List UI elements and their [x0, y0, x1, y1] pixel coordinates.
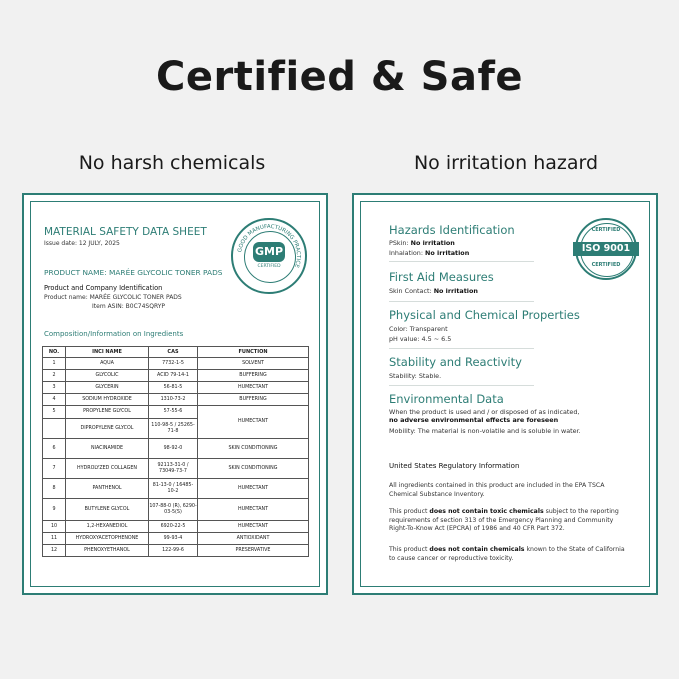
cell: 107-88-0 (R), 6290-03-5(S)	[149, 499, 198, 521]
regulatory-heading: United States Regulatory Information	[389, 462, 520, 470]
col-function: FUNCTION	[198, 347, 309, 358]
cell: GLYCERIN	[66, 382, 149, 394]
hazards-heading: Hazards Identification	[389, 223, 515, 237]
cell: ANTIOXIDANT	[198, 533, 309, 545]
cell: 11	[43, 533, 66, 545]
iso-center-text: ISO 9001	[581, 243, 631, 254]
physical-chemical-heading: Physical and Chemical Properties	[389, 308, 580, 322]
table-header-row	[43, 347, 309, 358]
cell: DIPROPYLENE GLYCOL	[66, 419, 149, 439]
cell: 1	[43, 358, 66, 370]
cell: PRESERVATIVE	[198, 545, 309, 557]
cell: GLYCOLIC	[66, 370, 149, 382]
left-caption: No harsh chemicals	[78, 152, 266, 174]
cell: HUMECTANT	[198, 521, 309, 533]
regulatory-p2: This product does not contain toxic chemicals subject to the reporting requirements of section 313 of the Emergency Planning and Community Right-To-Know Act (EPCRA) of 1986 and 40 CFR Part 372.	[389, 508, 619, 533]
cell: ACID 79-14-1	[149, 370, 198, 382]
cell: 57-55-6	[149, 406, 198, 419]
color-line: Color: Transparent	[389, 325, 448, 333]
product-name: Product name: MARÉE GLYCOLIC TONER PADS	[44, 294, 182, 301]
cell: PHENOXYETHANOL	[66, 545, 149, 557]
table-row	[43, 358, 309, 370]
divider	[389, 301, 534, 302]
env-line-3: Mobility: The material is non-volatile and is soluble in water.	[389, 427, 581, 435]
stability-heading: Stability and Reactivity	[389, 355, 522, 369]
cell: BUFFERING	[198, 394, 309, 406]
skin-contact-line: Skin Contact: No irritation	[389, 287, 478, 295]
cell: 10	[43, 521, 66, 533]
divider	[389, 348, 534, 349]
table-row	[43, 533, 309, 545]
ingredients-table	[42, 346, 309, 557]
gmp-sub: CERTIFIED	[257, 264, 281, 269]
gmp-center: GMP	[254, 245, 284, 258]
cell: 3	[43, 382, 66, 394]
table-row	[43, 479, 309, 499]
cell: 99-93-4	[149, 533, 198, 545]
cell: 7732-1-5	[149, 358, 198, 370]
first-aid-heading: First Aid Measures	[389, 270, 494, 284]
inhalation-line: Inhalation: No irritation	[389, 249, 470, 257]
cell	[43, 419, 66, 439]
cell: HUMECTANT	[198, 382, 309, 394]
cell: HUMECTANT	[198, 406, 309, 439]
divider	[389, 261, 534, 262]
cell: HYDROXYACETOPHENONE	[66, 533, 149, 545]
divider	[389, 385, 534, 386]
cell: 8	[43, 479, 66, 499]
cell: 1,2-HEXANEDIOL	[66, 521, 149, 533]
table-row	[43, 459, 309, 479]
issue-date: Issue date: 12 JULY, 2025	[44, 240, 120, 247]
cell: 81-13-0 / 16485-10-2	[149, 479, 198, 499]
table-row	[43, 545, 309, 557]
cell: 12	[43, 545, 66, 557]
right-caption: No irritation hazard	[413, 152, 599, 174]
cell: SODIUM HYDROXIDE	[66, 394, 149, 406]
table-row	[43, 521, 309, 533]
cell: 98-92-0	[149, 439, 198, 459]
ph-line: pH value: 4.5 ~ 6.5	[389, 335, 452, 343]
cell: 56-81-5	[149, 382, 198, 394]
regulatory-p3: This product does not contain chemicals known to the State of California to cause cancer or reproductive toxicity.	[389, 546, 625, 562]
msds-title: MATERIAL SAFETY DATA SHEET	[44, 226, 207, 238]
cell: NIACINAMIDE	[66, 439, 149, 459]
cell: PROPYLENE GLYCOL	[66, 406, 149, 419]
table-row	[43, 439, 309, 459]
pskin-line: PSkin: No irritation	[389, 239, 455, 247]
cell: BUTYLENE GLYCOL	[66, 499, 149, 521]
cell: 9	[43, 499, 66, 521]
cell: 7	[43, 459, 66, 479]
iso-9001-seal-icon	[575, 218, 637, 280]
col-inci: INCI NAME	[66, 347, 149, 358]
composition-heading: Composition/Information on Ingredients	[44, 330, 184, 338]
cell: AQUA	[66, 358, 149, 370]
table-row	[43, 370, 309, 382]
table-row	[43, 394, 309, 406]
product-heading: PRODUCT NAME: MARÉE GLYCOLIC TONER PADS	[44, 268, 223, 277]
table-row	[43, 499, 309, 521]
iso-top-text: CERTIFIED	[591, 227, 621, 233]
env-line-1: When the product is used and / or disposed of as indicated,	[389, 408, 580, 416]
cell: 1310-73-2	[149, 394, 198, 406]
cell: HUMECTANT	[198, 499, 309, 521]
cell: 122-99-6	[149, 545, 198, 557]
cell: PANTHENOL	[66, 479, 149, 499]
cell: 6	[43, 439, 66, 459]
page-title: Certified & Safe	[156, 54, 523, 100]
gmp-ring-text: GOOD MANUFACTURING PRACTICE	[237, 223, 302, 269]
cell: 2	[43, 370, 66, 382]
regulatory-p1: All ingredients contained in this product are included in the EPA TSCA Chemical Substance Inventory.	[389, 482, 605, 498]
stability-line: Stability: Stable.	[389, 372, 442, 380]
table-row	[43, 406, 309, 419]
cell: HYDROLYZED COLLAGEN	[66, 459, 149, 479]
cell: SKIN CONDITIONING	[198, 459, 309, 479]
cell: BUFFERING	[198, 370, 309, 382]
cell: SKIN CONDITIONING	[198, 439, 309, 459]
cell: HUMECTANT	[198, 479, 309, 499]
iso-bottom-text: CERTIFIED	[591, 262, 621, 268]
table-row	[43, 382, 309, 394]
cell: SOLVENT	[198, 358, 309, 370]
company-heading: Product and Company Identification	[44, 284, 163, 292]
environmental-heading: Environmental Data	[389, 392, 504, 406]
col-cas: CAS	[149, 347, 198, 358]
col-no: NO.	[43, 347, 66, 358]
item-asin: Item ASIN: B0C74SQRYP	[92, 303, 166, 310]
cell: 5	[43, 406, 66, 419]
gmp-seal-icon	[231, 218, 307, 294]
cell: 92113-31-0 / 73049-73-7	[149, 459, 198, 479]
env-line-2: no adverse environmental effects are foreseen	[389, 416, 559, 424]
cell: 6920-22-5	[149, 521, 198, 533]
cell: 4	[43, 394, 66, 406]
cell: 110-98-5 / 25265-71-8	[149, 419, 198, 439]
